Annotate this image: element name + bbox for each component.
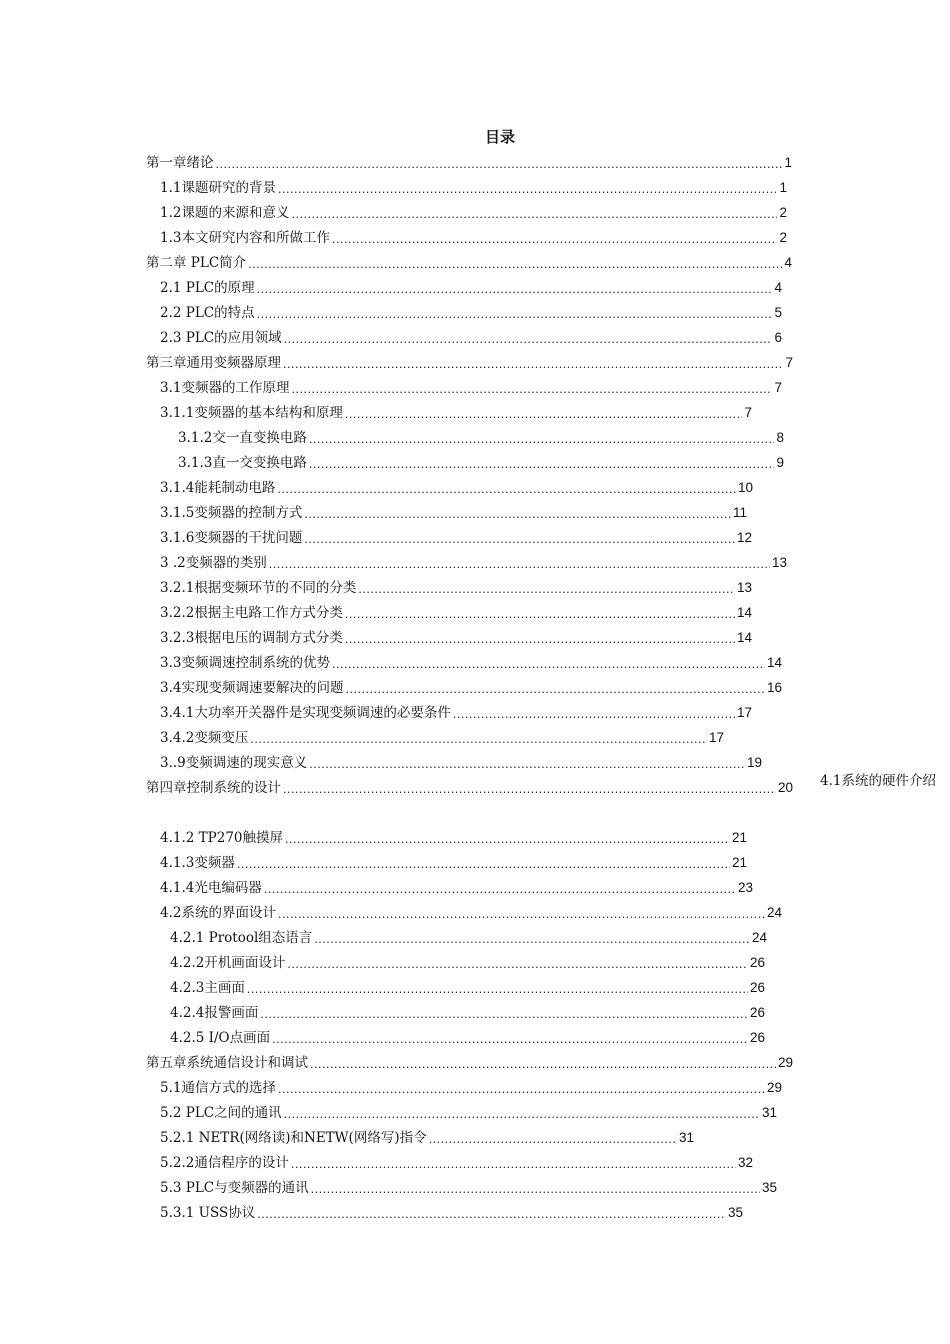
toc-entry-label: 3..9变频调速的现实意义 [160,755,308,771]
toc-entry-label: 第三章通用变频器原理 [146,355,281,371]
toc-entry[interactable] [146,1051,793,1073]
toc-entry[interactable] [160,1201,743,1223]
toc-entry-label: 3.2.2根据主电路工作方式分类 [160,605,343,621]
toc-entry[interactable] [160,726,724,748]
toc-entry[interactable] [160,226,787,248]
toc-dot-leader [345,407,743,423]
toc-entry-page: 2 [779,230,787,245]
toc-dot-leader [345,607,735,623]
toc-entry-label: 第五章系统通信设计和调试 [146,1055,308,1071]
toc-entry-label: 4.1.3变频器 [160,855,235,871]
toc-entry[interactable] [160,1126,694,1148]
toc-entry-label: 3.3变频调速控制系统的优势 [160,655,330,671]
toc-entry-page: 26 [749,980,765,995]
toc-entry[interactable] [160,401,752,423]
toc-entry-label: 4.2.5 I/O点画面 [170,1030,271,1046]
toc-entry[interactable] [160,851,747,873]
toc-dot-leader [283,357,783,373]
toc-entry-page: 6 [774,330,782,345]
toc-entry-page: 17 [708,730,724,745]
toc-dot-leader [345,632,735,648]
toc-entry[interactable] [160,276,782,298]
toc-entry[interactable] [160,326,782,348]
toc-entry-label: 1.1课题研究的背景 [160,180,276,196]
toc-entry-page: 4 [774,280,782,295]
toc-entry-label: 5.2 PLC之间的通讯 [160,1105,282,1121]
toc-entry[interactable] [160,651,782,673]
toc-entry-label: 3.2.3根据电压的调制方式分类 [160,630,343,646]
toc-entry[interactable] [146,351,793,373]
toc-dot-leader [283,782,776,798]
toc-dot-leader [272,1032,748,1048]
toc-entry-page: 29 [766,1080,782,1095]
toc-dot-leader [291,382,772,398]
toc-entry-label: 3.4.1大功率开关器件是实现变频调速的必要条件 [160,705,451,721]
toc-entry-label: 5.3 PLC与变频器的通讯 [160,1180,309,1196]
toc-dot-leader [311,1182,760,1198]
toc-entry[interactable] [160,826,747,848]
toc-entry-page: 17 [736,705,752,720]
toc-entry-overflow: 4.1系统的硬件介绍 [820,773,936,789]
toc-entry-page: 14 [736,630,752,645]
toc-dot-leader [237,857,730,873]
toc-dot-leader [284,1107,760,1123]
toc-entry-page: 1 [779,180,787,195]
toc-entry-page: 24 [751,930,767,945]
toc-entry-label: 2.2 PLC的特点 [160,305,255,321]
toc-dot-leader [250,732,707,748]
toc-entry-label: 4.2.4报警画面 [170,1005,259,1021]
toc-entry-page: 26 [749,1005,765,1020]
toc-entry-page: 13 [736,580,752,595]
toc-dot-leader [358,582,735,598]
toc-dot-leader [304,507,731,523]
toc-dot-leader [453,707,735,723]
toc-entry-page: 7 [744,405,752,420]
toc-entry[interactable] [160,1176,777,1198]
toc-dot-leader [309,757,745,773]
toc-dot-leader [269,557,770,573]
toc-entry[interactable] [160,601,752,623]
toc-entry[interactable] [170,1001,765,1023]
toc-entry[interactable] [160,301,782,323]
toc-entry-label: 5.2.1 NETR(网络读)和NETW(网络写)指令 [160,1130,427,1146]
toc-entry[interactable] [178,426,784,448]
toc-entry-label: 4.1.2 TP270触摸屏 [160,830,283,846]
toc-entry-page: 26 [749,955,765,970]
toc-dot-leader [278,907,765,923]
toc-dot-leader [314,932,750,948]
toc-entry-label: 5.2.2通信程序的设计 [160,1155,289,1171]
toc-entry-page: 7 [774,380,782,395]
toc-entry[interactable] [160,376,782,398]
toc-entry-page: 35 [761,1180,777,1195]
toc-entry[interactable] [160,901,782,923]
toc-entry[interactable] [146,151,792,173]
toc-entry-label: 3.4实现变频调速要解决的问题 [160,680,344,696]
toc-entry[interactable] [160,476,753,498]
toc-dot-leader [257,282,773,298]
toc-entry-page: 29 [777,1055,793,1070]
toc-dot-leader [257,307,773,323]
toc-entry[interactable] [160,576,752,598]
toc-entry[interactable] [160,626,752,648]
toc-entry-page: 2 [779,205,787,220]
toc-entry-page: 12 [736,530,752,545]
toc-entry-label: 3.1.5变频器的控制方式 [160,505,303,521]
toc-entry-label: 4.2系统的界面设计 [160,905,276,921]
toc-entry[interactable] [160,501,747,523]
toc-dot-leader [304,532,735,548]
toc-entry-label: 4.2.3主画面 [170,980,245,996]
toc-entry-label: 3 .2变频器的类别 [160,555,267,571]
toc-dot-leader [332,657,765,673]
toc-entry-label: 4.2.1 Protool组态语言 [170,930,313,946]
toc-dot-leader [429,1132,677,1148]
toc-dot-leader [310,1057,776,1073]
toc-entry-label: 3.1.1变频器的基本结构和原理 [160,405,343,421]
toc-entry-page: 20 [777,780,793,795]
toc-entry-page: 14 [736,605,752,620]
toc-entry-page: 9 [776,455,784,470]
toc-dot-leader [247,982,748,998]
toc-entry-page: 31 [678,1130,694,1145]
toc-entry-page: 19 [746,755,762,770]
toc-dot-leader [216,157,783,173]
toc-entry-label: 第一章绪论 [146,155,214,171]
toc-entry-page: 5 [774,305,782,320]
toc-entry-label: 3.4.2变频变压 [160,730,249,746]
toc-entry-label: 4.1.4光电编码器 [160,880,262,896]
toc-entry-label: 3.1.4能耗制动电路 [160,480,276,496]
toc-entry-label: 4.2.2开机画面设计 [170,955,286,971]
toc-dot-leader [287,957,748,973]
toc-entry-page: 21 [731,830,747,845]
toc-entry-page: 35 [727,1205,743,1220]
toc-dot-leader [309,432,775,448]
toc-entry[interactable] [160,201,787,223]
toc-entry-label: 2.1 PLC的原理 [160,280,255,296]
toc-entry-label: 5.1通信方式的选择 [160,1080,276,1096]
toc-entry-label: 3.1.6变频器的干扰问题 [160,530,303,546]
toc-dot-leader [332,232,778,248]
toc-dot-leader [277,482,736,498]
toc-dot-leader [291,207,777,223]
page-title: 目录 [484,128,515,146]
toc-dot-leader [260,1007,748,1023]
toc-entry-page: 10 [737,480,753,495]
toc-entry-label: 5.3.1 USS协议 [160,1205,256,1221]
toc-entry[interactable] [160,1101,777,1123]
toc-entry-label: 3.1.3直一交变换电路 [178,455,307,471]
toc-entry-label: 2.3 PLC的应用领域 [160,330,282,346]
toc-dot-leader [291,1157,736,1173]
toc-entry-label: 1.3本文研究内容和所做工作 [160,230,330,246]
toc-entry-label: 3.1变频器的工作原理 [160,380,290,396]
toc-entry-page: 7 [785,355,793,370]
toc-entry[interactable] [160,876,753,898]
toc-entry-page: 31 [761,1105,777,1120]
toc-entry-page: 16 [766,680,782,695]
toc-entry-label: 3.1.2交一直变换电路 [178,430,307,446]
toc-entry[interactable] [170,976,765,998]
toc-dot-leader [257,1207,726,1223]
toc-entry-label: 3.2.1根据变频环节的不同的分类 [160,580,357,596]
toc-entry[interactable] [160,676,782,698]
toc-entry-page: 14 [766,655,782,670]
toc-dot-leader [345,682,764,698]
toc-entry-page: 13 [771,555,787,570]
toc-entry[interactable] [170,1026,765,1048]
toc-entry[interactable] [146,251,792,273]
toc-dot-leader [285,832,730,848]
toc-entry-label: 1.2课题的来源和意义 [160,205,290,221]
toc-entry-page: 23 [737,880,753,895]
toc-entry-page: 21 [731,855,747,870]
toc-dot-leader [278,1082,765,1098]
toc-entry[interactable] [170,951,765,973]
toc-dot-leader [284,332,773,348]
toc-entry[interactable] [160,176,787,198]
toc-dot-leader [264,882,736,898]
toc-entry[interactable] [178,451,784,473]
toc-entry[interactable] [160,751,762,773]
toc-entry-label: 第二章 PLC简介 [146,255,247,271]
toc-entry-page: 4 [784,255,792,270]
toc-entry[interactable] [146,776,793,798]
toc-dot-leader [278,182,778,198]
toc-entry-label: 第四章控制系统的设计 [146,780,281,796]
toc-entry-page: 32 [737,1155,753,1170]
toc-entry[interactable] [160,701,752,723]
toc-entry-page: 8 [776,430,784,445]
toc-entry[interactable] [160,526,752,548]
toc-entry-page: 11 [732,505,747,520]
toc-entry[interactable] [160,1076,782,1098]
toc-entry[interactable] [160,551,787,573]
toc-entry-page: 24 [766,905,782,920]
toc-entry[interactable] [160,1151,753,1173]
toc-dot-leader [248,257,782,273]
toc-dot-leader [309,457,775,473]
toc-entry-page: 1 [784,155,792,170]
toc-entry[interactable] [170,926,767,948]
toc-entry-page: 26 [749,1030,765,1045]
